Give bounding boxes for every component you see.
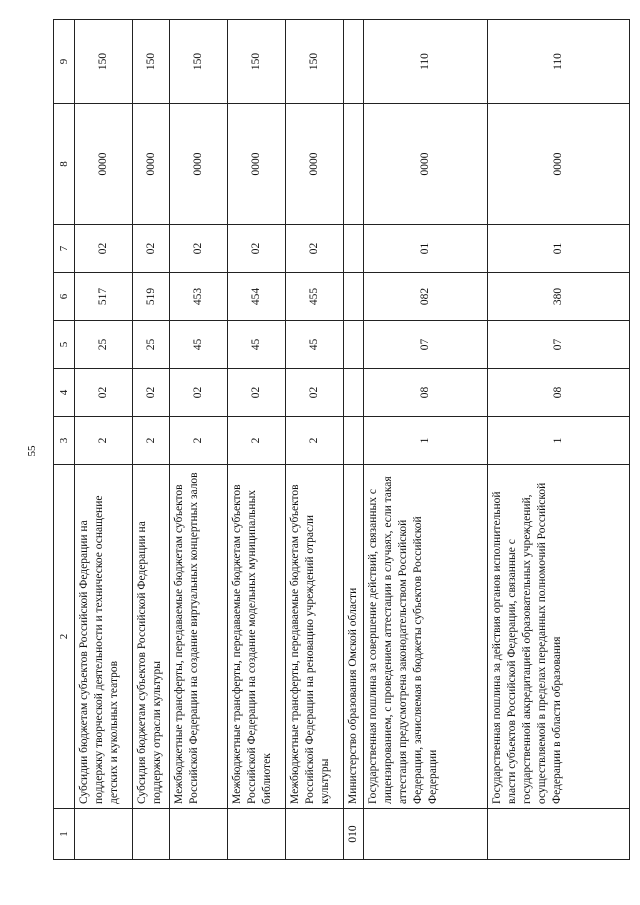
rotated-table-container [53,20,606,860]
code-cell: 2 [133,417,170,465]
code-cell [344,20,364,104]
budget-code-table [53,19,630,860]
page-number: 55 [26,445,38,457]
code-cell: 1 [488,417,630,465]
code-cell: 02 [228,225,286,273]
description-cell: Межбюджетные трансферты, передаваемые бюджетам субъектов Российской Федерации на создание виртуальных концертных залов [170,465,228,809]
code-cell: 25 [133,321,170,369]
table-row [170,20,228,860]
code-cell: 150 [75,20,133,104]
admin-code-cell [133,809,170,860]
code-cell: 08 [488,369,630,417]
code-cell: 1 [364,417,488,465]
admin-code-cell [228,809,286,860]
code-cell: 110 [488,20,630,104]
admin-code-cell [286,809,344,860]
code-cell: 02 [170,225,228,273]
code-cell: 150 [170,20,228,104]
header-cell: 8 [54,104,75,225]
code-cell: 02 [228,369,286,417]
code-cell: 01 [364,225,488,273]
code-cell: 0000 [133,104,170,225]
admin-code-cell [75,809,133,860]
header-cell: 7 [54,225,75,273]
code-cell: 110 [364,20,488,104]
code-cell [344,104,364,225]
table-row [75,20,133,860]
table-row [286,20,344,860]
table-row-section [344,20,364,860]
code-cell: 454 [228,273,286,321]
code-cell: 453 [170,273,228,321]
header-cell: 1 [54,809,75,860]
header-row [54,20,75,860]
code-cell: 0000 [75,104,133,225]
header-cell: 5 [54,321,75,369]
description-cell: Субсидия бюджетам субъектов Российской Федерации на поддержку отрасли культуры [133,465,170,809]
header-cell: 3 [54,417,75,465]
code-cell: 45 [170,321,228,369]
code-cell: 45 [228,321,286,369]
code-cell: 150 [133,20,170,104]
description-cell: Государственная пошлина за действия органов исполнительной власти субъектов Российской Федерации, связанные с государственной аккредитацией образовательных учреждений, осуществляемой в пределах переданных полномочий Российской Федерации в области образования [488,465,630,809]
code-cell: 0000 [488,104,630,225]
code-cell: 2 [75,417,133,465]
code-cell: 45 [286,321,344,369]
header-cell: 9 [54,20,75,104]
description-cell: Межбюджетные трансферты, передаваемые бюджетам субъектов Российской Федерации на создание модельных муниципальных библиотек [228,465,286,809]
code-cell: 25 [75,321,133,369]
description-cell: Межбюджетные трансферты, передаваемые бюджетам субъектов Российской Федерации на реновацию учреждений отрасли культуры [286,465,344,809]
admin-code-cell [170,809,228,860]
code-cell [344,417,364,465]
header-cell: 6 [54,273,75,321]
code-cell: 02 [75,369,133,417]
code-cell: 150 [228,20,286,104]
code-cell: 08 [364,369,488,417]
code-cell: 02 [133,225,170,273]
code-cell: 2 [286,417,344,465]
section-title-cell: Министерство образования Омской области [344,465,364,809]
description-cell: Государственная пошлина за совершение действий, связанных с лицензированием, с проведением аттестации в случаях, если такая аттестация предусмотрена законодательством Российской Федерации, зачисляемая в бюджеты субъектов Российской Федерации [364,465,488,809]
code-cell: 2 [228,417,286,465]
code-cell: 082 [364,273,488,321]
code-cell: 07 [364,321,488,369]
code-cell: 0000 [286,104,344,225]
code-cell: 02 [133,369,170,417]
code-cell: 02 [75,225,133,273]
code-cell: 07 [488,321,630,369]
code-cell: 517 [75,273,133,321]
code-cell: 2 [170,417,228,465]
admin-code-cell [364,809,488,860]
header-cell: 2 [54,465,75,809]
code-cell [344,273,364,321]
code-cell: 150 [286,20,344,104]
admin-code-cell [488,809,630,860]
table-row [228,20,286,860]
code-cell: 02 [170,369,228,417]
table-row [133,20,170,860]
code-cell [344,369,364,417]
table-row [488,20,630,860]
header-cell: 4 [54,369,75,417]
code-cell: 0000 [228,104,286,225]
code-cell: 455 [286,273,344,321]
code-cell: 01 [488,225,630,273]
code-cell: 519 [133,273,170,321]
code-cell [344,225,364,273]
code-cell: 02 [286,369,344,417]
code-cell: 0000 [170,104,228,225]
code-cell [344,321,364,369]
code-cell: 380 [488,273,630,321]
description-cell: Субсидии бюджетам субъектов Российской Федерации на поддержку творческой деятельности и техническое оснащение детских и кукольных театров [75,465,133,809]
code-cell: 0000 [364,104,488,225]
admin-code-cell: 010 [344,809,364,860]
code-cell: 02 [286,225,344,273]
table-row [364,20,488,860]
